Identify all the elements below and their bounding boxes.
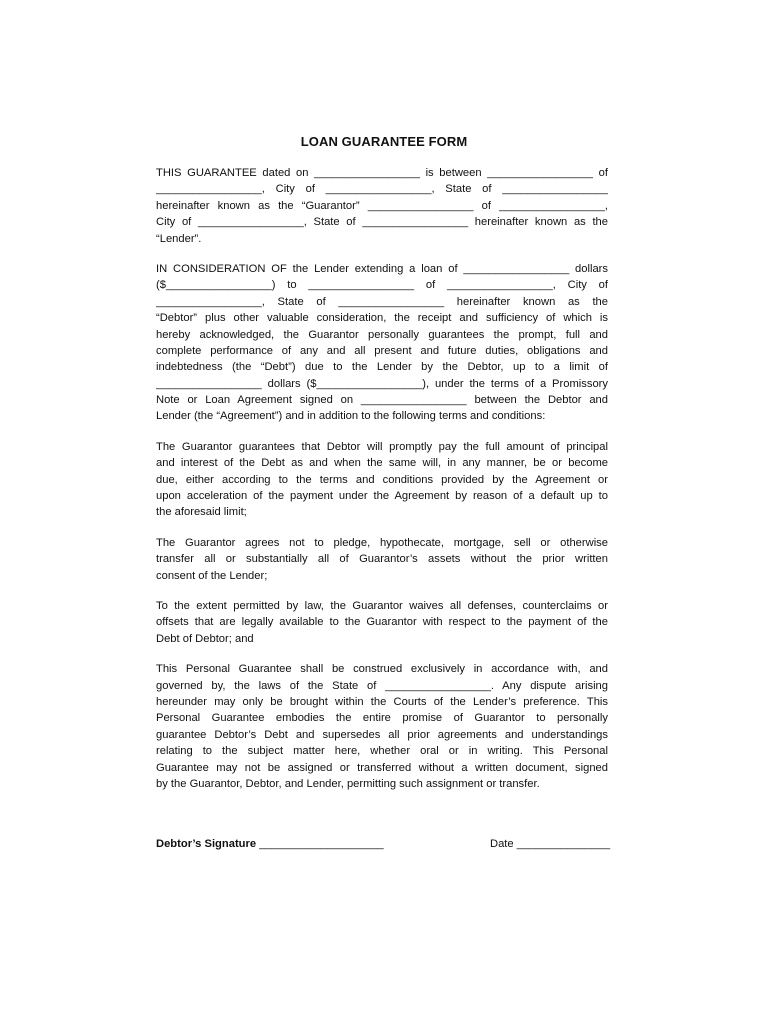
- text-line: _________________, State of _________________ hereinafter known as the: [156, 295, 608, 308]
- paragraph-governing-law: [156, 661, 608, 792]
- text-line: consent of the Lender;: [156, 569, 268, 582]
- text-line: complete performance of any and all present and future duties, obligations and: [156, 344, 608, 357]
- text-line: Debt of Debtor; and: [156, 632, 254, 645]
- text-line: Personal Guarantee embodies the entire promise of Guarantor to personally: [156, 712, 608, 725]
- text-line: transfer all or substantially all of Guarantor’s assets without the prior written: [156, 553, 608, 566]
- paragraph-payment: [156, 439, 608, 521]
- debtor-signature-label: Debtor’s Signature: [156, 838, 257, 850]
- text-line: This Personal Guarantee shall be construed exclusively in accordance with, and: [156, 663, 608, 676]
- text-line: hereby acknowledged, the Guarantor personally guarantees the prompt, full and: [156, 328, 608, 341]
- text-line: The Guarantor guarantees that Debtor will promptly pay the full amount of principal: [156, 440, 608, 453]
- text-line: by the Guarantor, Debtor, and Lender, permitting such assignment or transfer.: [156, 777, 540, 790]
- text-line: the aforesaid limit;: [156, 506, 247, 519]
- text-line: The Guarantor agrees not to pledge, hypothecate, mortgage, sell or otherwise: [156, 536, 608, 549]
- text-line: City of _________________, State of _________________ hereinafter known as the: [156, 216, 608, 229]
- date-label: Date: [490, 838, 514, 850]
- text-line: relating to the subject matter here, whether oral or in writing. This Personal: [156, 745, 608, 758]
- text-line: governed by, the laws of the State of _________________. Any dispute arising: [156, 679, 608, 692]
- text-line: ($_________________) to _________________ of _________________, City of: [156, 279, 608, 292]
- text-line: To the extent permitted by law, the Guarantor waives all defenses, counterclaims or: [156, 599, 608, 612]
- text-line: hereunder may only be brought within the Courts of the Lender’s preference. This: [156, 695, 608, 708]
- paragraph-waiver: [156, 598, 608, 647]
- text-line: “Lender”.: [156, 232, 202, 245]
- paragraph-assets: [156, 535, 608, 584]
- date-field[interactable]: [490, 836, 610, 852]
- text-line: Note or Loan Agreement signed on _________________ between the Debtor and: [156, 394, 608, 407]
- text-line: indebtedness (the “Debt”) due to the Lender by the Debtor, up to a limit of: [156, 361, 608, 374]
- text-line: Lender (the “Agreement”) and in addition to the following terms and conditions:: [156, 410, 546, 423]
- text-line: due, either according to the terms and conditions provided by the Agreement or: [156, 473, 608, 486]
- text-line: IN CONSIDERATION OF the Lender extending a loan of _________________ dollars: [156, 262, 608, 275]
- debtor-signature-field[interactable]: [156, 836, 384, 852]
- text-line: and interest of the Debt as and when the same will, in any manner, be or become: [156, 457, 608, 470]
- debtor-signature-blank: ____________________: [256, 838, 384, 850]
- text-line: _________________, City of _________________, State of _________________: [156, 183, 608, 196]
- paragraph-parties: [156, 165, 608, 247]
- date-blank: _______________: [513, 838, 611, 850]
- text-line: “Debtor” plus other valuable consideration, the receipt and sufficiency of which is: [156, 312, 608, 325]
- signature-row: [156, 836, 612, 854]
- text-line: guarantee Debtor’s Debt and supersedes all prior agreements and understandings: [156, 728, 608, 741]
- text-line: offsets that are legally available to the Guarantor with respect to the payment of the: [156, 616, 608, 629]
- text-line: hereinafter known as the “Guarantor” _________________ of _________________,: [156, 199, 608, 212]
- text-line: THIS GUARANTEE dated on _________________ is between _________________ of: [156, 167, 608, 179]
- document-title: LOAN GUARANTEE FORM: [300, 134, 468, 149]
- text-line: upon acceleration of the payment under the Agreement by reason of a default up to: [156, 490, 608, 503]
- text-line: _________________ dollars ($_________________), under the terms of a Promissory: [156, 377, 608, 390]
- document-body: [156, 165, 608, 806]
- text-line: Guarantee may not be assigned or transferred without a written document, signed: [156, 761, 608, 774]
- paragraph-consideration: [156, 261, 608, 425]
